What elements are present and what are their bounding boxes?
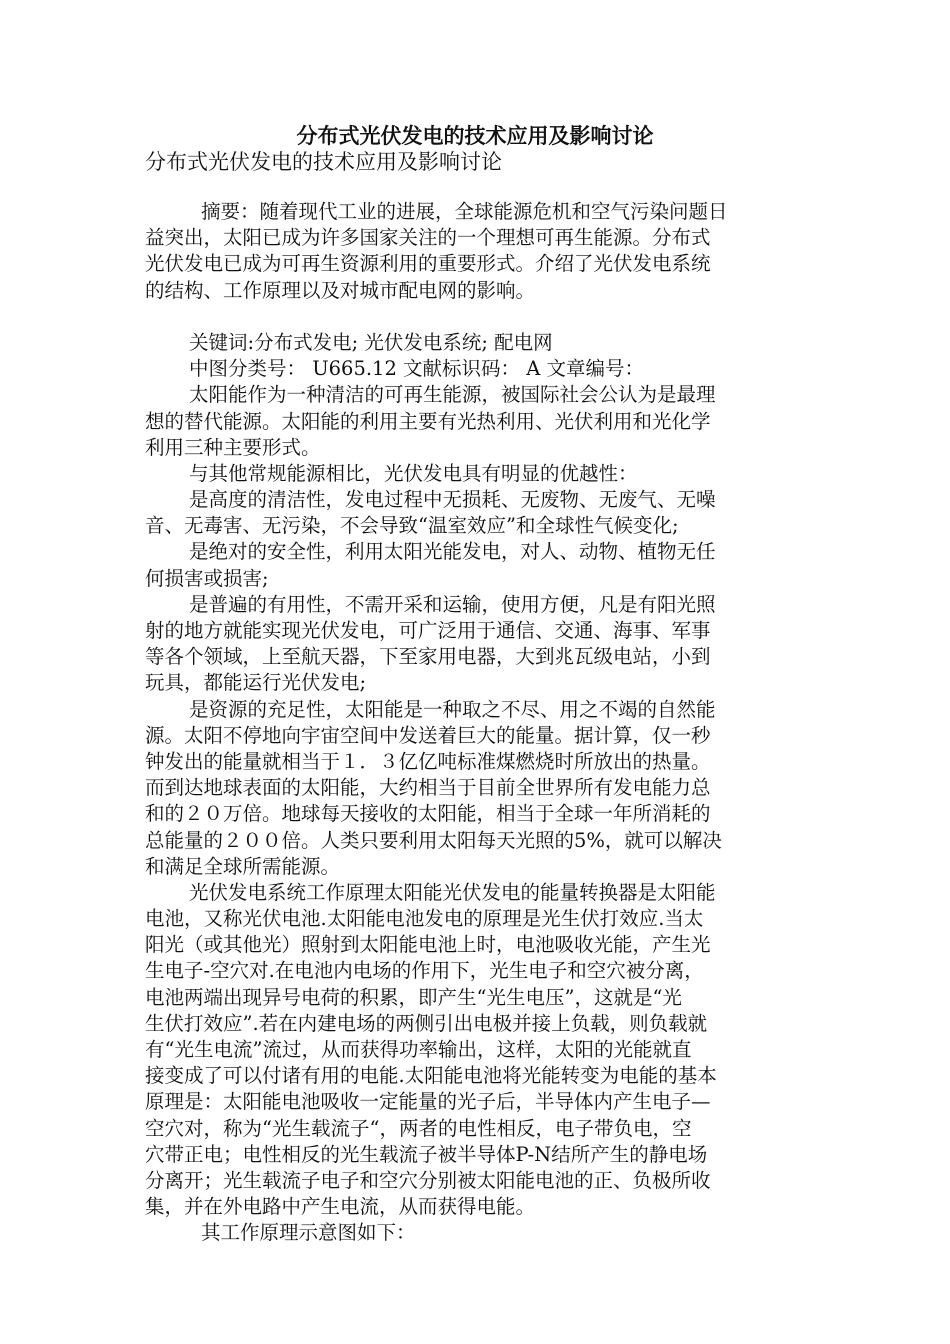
text-line: 是资源的充足性，太阳能是一种取之不尽、用之不竭的自然能: [189, 697, 716, 721]
text-line: 玩具，都能运行光伏发电;: [145, 671, 367, 695]
text-line: 摘要：随着现代工业的进展，全球能源危机和空气污染问题日: [201, 200, 728, 223]
text-line: 集，并在外电路中产生电流，从而获得电能。: [145, 1195, 536, 1219]
text-line: 源。太阳不停地向宇宙空间中发送着巨大的能量。据计算，仅一秒: [145, 723, 711, 747]
text-line: 有“光生电流”流过，从而获得功率输出，这样，太阳的光能就直: [145, 1038, 692, 1061]
text-line: 想的替代能源。太阳能的利用主要有光热利用、光伏利用和光化学: [145, 409, 711, 433]
text-line: 是绝对的安全性，利用太阳光能发电，对人、动物、植物无任: [189, 540, 716, 564]
text-line: 等各个领域，上至航天器，下至家用电器，大到兆瓦级电站，小到: [145, 645, 711, 669]
text-line: 射的地方就能实现光伏发电，可广泛用于通信、交通、海事、军事: [145, 619, 711, 642]
document-body: [145, 199, 805, 1247]
text-line: 生伏打效应”.若在内建电场的两侧引出电极并接上负载，则负载就: [145, 1011, 708, 1035]
text-line: 和的２０万倍。地球每天接收的太阳能，相当于全球一年所消耗的: [145, 802, 711, 826]
text-line: 穴带正电；电性相反的光生载流子被半导体P-N结所产生的静电场: [145, 1142, 708, 1166]
text-line: 益突出，太阳已成为许多国家关注的一个理想可再生能源。分布式: [145, 226, 711, 250]
text-line: 太阳能作为一种清洁的可再生能源，被国际社会公认为是最理: [189, 383, 716, 407]
text-line: 阳光（或其他光）照射到太阳能电池上时，电池吸收光能，产生光: [145, 933, 711, 957]
document-subtitle: 分布式光伏发电的技术应用及影响讨论: [145, 150, 502, 174]
text-line: 的结构、工作原理以及对城市配电网的影响。: [145, 278, 536, 302]
text-line: 生电子-空穴对.在电池内电场的作用下，光生电子和空穴被分离，: [145, 959, 704, 983]
text-line: 原理是：太阳能电池吸收一定能量的光子后，半导体内产生电子—: [145, 1090, 711, 1114]
document-title: 分布式光伏发电的技术应用及影响讨论: [296, 123, 654, 148]
text-line: 和满足全球所需能源。: [145, 854, 341, 878]
text-line: 何损害或损害;: [145, 566, 269, 590]
text-line: 与其他常规能源相比，光伏发电具有明显的优越性：: [189, 461, 638, 485]
text-line: 是高度的清洁性，发电过程中无损耗、无废物、无废气、无噪: [189, 488, 716, 512]
text-line: 空穴对，称为“光生载流子“，两者的电性相反，电子带负电，空: [145, 1116, 692, 1140]
text-line: 其工作原理示意图如下：: [201, 1221, 416, 1245]
text-line: 电池，又称光伏电池.太阳能电池发电的原理是光生伏打效应.当太: [145, 907, 704, 931]
text-line: 光伏发电系统工作原理太阳能光伏发电的能量转换器是太阳能: [189, 880, 716, 904]
text-line: 利用三种主要形式。: [145, 435, 321, 459]
text-line: 是普遍的有用性，不需开采和运输，使用方便，凡是有阳光照: [189, 592, 716, 616]
blank-line: [145, 304, 805, 330]
text-line: 而到达地球表面的太阳能，大约相当于目前全世界所有发电能力总: [145, 776, 711, 800]
text-line: 总能量的２００倍。人类只要利用太阳每天光照的5%，就可以解决: [145, 828, 722, 852]
text-line: 电池两端出现异号电荷的积累，即产生“光生电压”，这就是“光: [145, 985, 682, 1009]
text-line: 音、无毒害、无污染，不会导致“温室效应”和全球性气候变化;: [145, 514, 679, 538]
text-line: 光伏发电已成为可再生资源利用的重要形式。介绍了光伏发电系统: [145, 252, 711, 276]
text-line: 接变成了可以付诸有用的电能.太阳能电池将光能转变为电能的基本: [145, 1064, 717, 1088]
text-line: 钟发出的能量就相当于１．３亿亿吨标准煤燃烧时所放出的热量。: [145, 749, 711, 773]
text-line: 分离开；光生载流子电子和空穴分别被太阳能电池的正、负极所收: [145, 1168, 711, 1192]
text-line: 关键词:分布式发电; 光伏发电系统; 配电网: [189, 330, 553, 354]
text-line: 中图分类号： U665.12 文献标识码： A 文章编号：: [189, 357, 645, 381]
